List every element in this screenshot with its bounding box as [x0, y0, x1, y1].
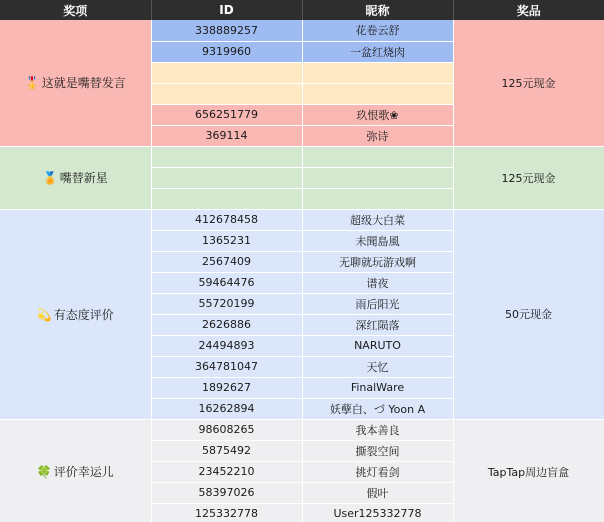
user-id-cell: 412678458: [151, 209, 302, 230]
user-id-cell: 16262894: [151, 398, 302, 419]
user-id-cell: [151, 167, 302, 188]
user-id-cell: [151, 62, 302, 83]
user-id-cell: 23452210: [151, 461, 302, 482]
nickname-cell: 未聞島風: [302, 230, 453, 251]
nickname-cell: [302, 62, 453, 83]
user-id-cell: 364781047: [151, 356, 302, 377]
table-row: [0, 20, 604, 41]
prize-cell: TapTap周边盲盒: [453, 419, 604, 522]
header-nickname: 昵称: [302, 0, 453, 20]
nickname-cell: 超级大白菜: [302, 209, 453, 230]
nickname-cell: [302, 188, 453, 209]
user-id-cell: 59464476: [151, 272, 302, 293]
nickname-cell: 雨后阳光: [302, 293, 453, 314]
award-zuiti-speech-cell: [0, 20, 151, 146]
nickname-cell: 一盆红烧肉: [302, 41, 453, 62]
nickname-cell: 假叶: [302, 482, 453, 503]
award-icon: 🎖️: [24, 76, 40, 91]
user-id-cell: 656251779: [151, 104, 302, 125]
award-attitude-review-cell: [0, 209, 151, 419]
header-id: ID: [151, 0, 302, 20]
nickname-cell: NARUTO: [302, 335, 453, 356]
user-id-cell: [151, 146, 302, 167]
table-row: [0, 146, 604, 167]
user-id-cell: 98608265: [151, 419, 302, 440]
nickname-cell: 谱夜: [302, 272, 453, 293]
user-id-cell: 369114: [151, 125, 302, 146]
award-lucky-reviewer-cell: [0, 419, 151, 522]
nickname-cell: 撕裂空间: [302, 440, 453, 461]
nickname-cell: 无聊就玩游戏啊: [302, 251, 453, 272]
nickname-cell: [302, 83, 453, 104]
user-id-cell: [151, 83, 302, 104]
nickname-cell: [302, 167, 453, 188]
award-name: 嘴替新星: [59, 171, 108, 185]
prize-cell: 50元现金: [453, 209, 604, 419]
user-id-cell: 125332778: [151, 503, 302, 522]
user-id-cell: 1365231: [151, 230, 302, 251]
nickname-cell: 天忆: [302, 356, 453, 377]
award-zuiti-star-cell: [0, 146, 151, 209]
nickname-cell: 挑灯看剑: [302, 461, 453, 482]
nickname-cell: 玖恨歌❀: [302, 104, 453, 125]
table-row: [0, 209, 604, 230]
nickname-cell: FinalWare: [302, 377, 453, 398]
award-icon: 🍀: [36, 465, 52, 479]
prize-cell: 125元现金: [453, 20, 604, 146]
nickname-cell: User125332778: [302, 503, 453, 522]
nickname-cell: [302, 146, 453, 167]
header-prize: 奖品: [453, 0, 604, 20]
user-id-cell: 338889257: [151, 20, 302, 41]
user-id-cell: 55720199: [151, 293, 302, 314]
nickname-cell: 妖孽白、づ Yoon A: [302, 398, 453, 419]
award-name: 这就是嘴替发言: [41, 76, 126, 91]
award-name: 有态度评价: [53, 307, 114, 322]
prize-cell: 125元现金: [453, 146, 604, 209]
user-id-cell: 2626886: [151, 314, 302, 335]
table-row: [0, 419, 604, 440]
user-id-cell: 58397026: [151, 482, 302, 503]
nickname-cell: 弥诗: [302, 125, 453, 146]
user-id-cell: 24494893: [151, 335, 302, 356]
nickname-cell: 我本善良: [302, 419, 453, 440]
user-id-cell: 5875492: [151, 440, 302, 461]
header-row: [0, 0, 604, 20]
user-id-cell: 2567409: [151, 251, 302, 272]
award-icon: 🏅: [42, 171, 58, 185]
nickname-cell: 深红陨落: [302, 314, 453, 335]
user-id-cell: 1892627: [151, 377, 302, 398]
award-icon: 💫: [36, 307, 52, 322]
user-id-cell: 9319960: [151, 41, 302, 62]
table-body: [0, 20, 604, 522]
nickname-cell: 花卷云舒: [302, 20, 453, 41]
award-name: 评价幸运儿: [53, 465, 114, 479]
header-award: 奖项: [0, 0, 151, 20]
user-id-cell: [151, 188, 302, 209]
